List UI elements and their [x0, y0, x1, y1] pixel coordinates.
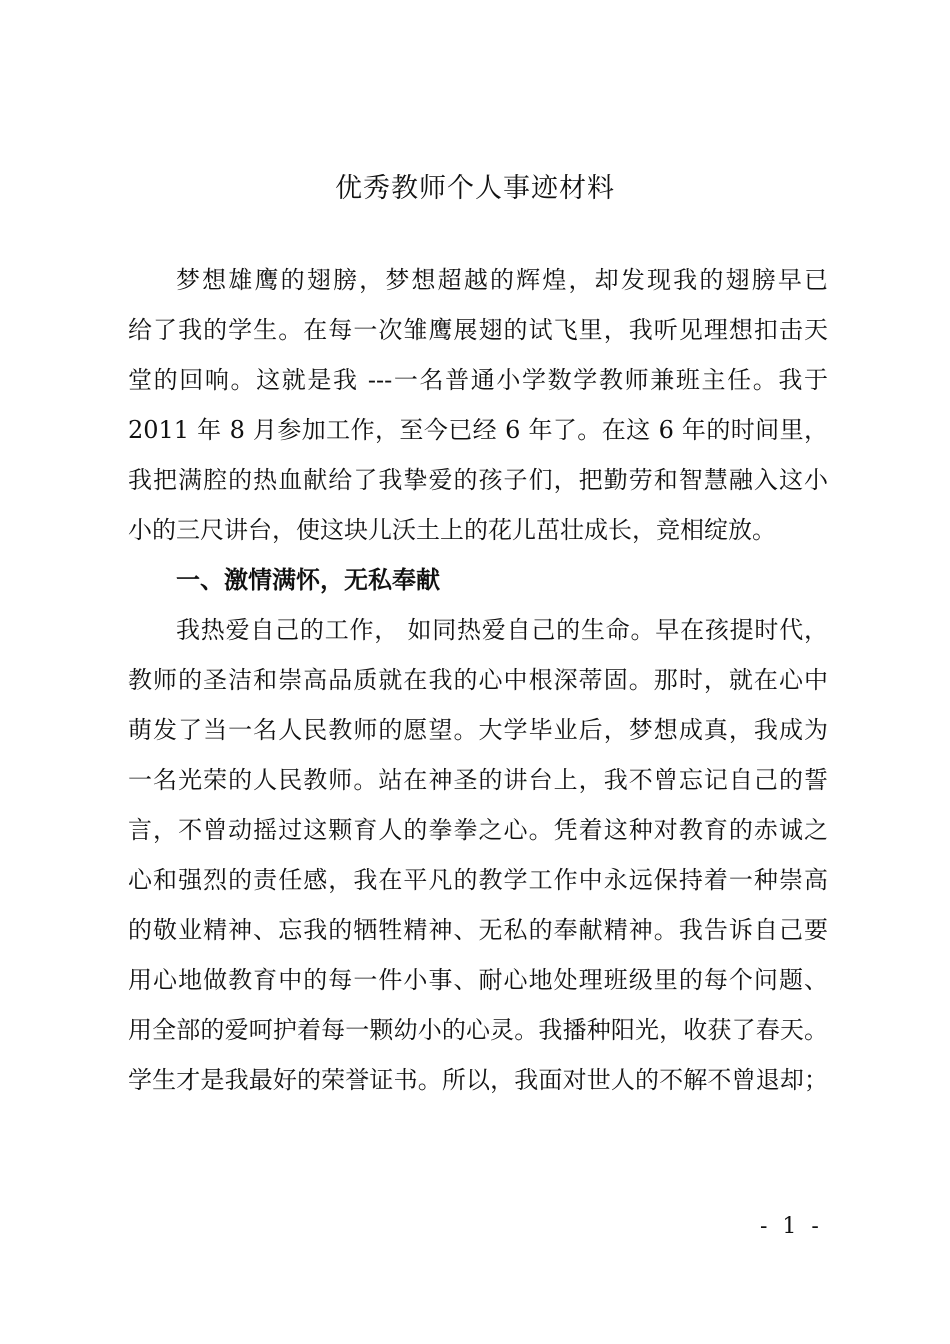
paragraph-2-line: 的敬业精神、忘我的牺牲精神、无私的奉献精神。我告诉自己要 — [128, 916, 828, 944]
paragraph-1-line: 给了我的学生。在每一次雏鹰展翅的试飞里，我听见理想扣击天 — [128, 316, 828, 344]
paragraph-2-line: 心和强烈的责任感，我在平凡的教学工作中永远保持着一种崇高 — [128, 866, 828, 894]
section-heading: 一、激情满怀，无私奉献 — [176, 566, 440, 594]
paragraph-2-line: 一名光荣的人民教师。站在神圣的讲台上，我不曾忘记自己的誓 — [128, 766, 828, 794]
paragraph-2-line: 言，不曾动摇过这颗育人的拳拳之心。凭着这种对教育的赤诚之 — [128, 816, 828, 844]
paragraph-2-line: 用全部的爱呵护着每一颗幼小的心灵。我播种阳光，收获了春天。 — [128, 1016, 828, 1044]
paragraph-1-line: 2011 年 8 月参加工作，至今已经 6 年了。在这 6 年的时间里， — [128, 416, 828, 444]
paragraph-2-line: 萌发了当一名人民教师的愿望。大学毕业后，梦想成真，我成为 — [128, 716, 828, 744]
paragraph-2-line: 我热爱自己的工作， 如同热爱自己的生命。早在孩提时代， — [176, 616, 828, 644]
paragraph-1-line: 我把满腔的热血献给了我挚爱的孩子们，把勤劳和智慧融入这小 — [128, 466, 828, 494]
paragraph-2-line: 学生才是我最好的荣誉证书。所以，我面对世人的不解不曾退却； — [128, 1066, 828, 1094]
paragraph-2-line: 教师的圣洁和崇高品质就在我的心中根深蒂固。那时，就在心中 — [128, 666, 828, 694]
paragraph-1-line: 小的三尺讲台，使这块儿沃土上的花儿茁壮成长，竞相绽放。 — [128, 516, 776, 544]
page-number: - 1 - — [760, 1214, 823, 1239]
paragraph-1-line: 堂的回响。这就是我 ---一名普通小学数学教师兼班主任。我于 — [128, 366, 828, 394]
document-title: 优秀教师个人事迹材料 — [335, 173, 615, 204]
paragraph-1-line: 梦想雄鹰的翅膀，梦想超越的辉煌，却发现我的翅膀早已 — [176, 266, 828, 294]
paragraph-2-line: 用心地做教育中的每一件小事、耐心地处理班级里的每个问题、 — [128, 966, 828, 994]
